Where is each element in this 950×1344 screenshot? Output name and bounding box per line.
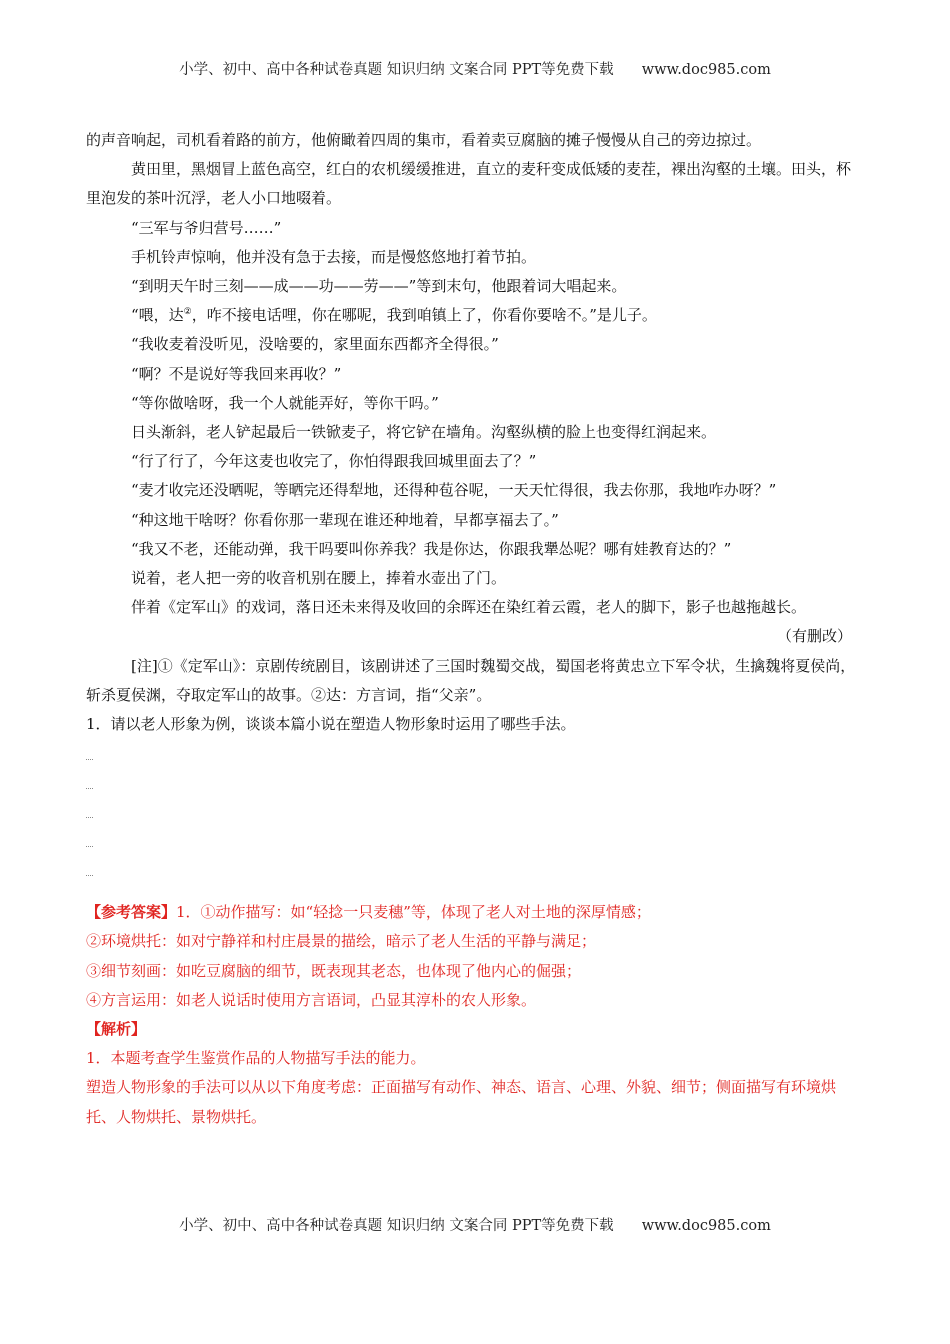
answer-label: 【参考答案】: [86, 903, 177, 922]
answer-blank-line[interactable]: [86, 772, 860, 801]
answer-blank-line[interactable]: [86, 743, 860, 772]
story-paragraph: “等你做啥呀，我一个人就能弄好，等你干吗。”: [131, 393, 439, 412]
answer-blank-line[interactable]: [86, 801, 860, 830]
answer-item: ④方言运用：如老人说话时使用方言语词，凸显其淳朴的农人形象。: [86, 990, 537, 1009]
page-footer: [0, 1214, 950, 1235]
analysis-text: 塑造人物形象的手法可以从以下角度考虑：正面描写有动作、神态、语言、心理、外貌、细节；侧面描写有环境烘托、人物烘托、景物烘托。: [86, 1078, 837, 1126]
story-paragraph: 的声音响起，司机看着路的前方，他俯瞰着四周的集市，看着卖豆腐脑的摊子慢慢从自己的旁边掠过。: [86, 131, 762, 149]
footer-text: 小学、初中、高中各种试卷真题 知识归纳 文案合同 PPT等免费下载: [179, 1218, 614, 1234]
header-site[interactable]: www.doc985.com: [641, 62, 771, 78]
story-paragraph: 日头渐斜，老人铲起最后一铁锨麦子，将它铲在墙角。沟壑纵横的脸上也变得红润起来。: [131, 423, 717, 442]
story-paragraph: “我又不老，还能动弹，我干吗要叫你养我？我是你达，你跟我犟怂呢？哪有娃教育达的？”: [131, 539, 732, 558]
footer-site[interactable]: www.doc985.com: [641, 1218, 771, 1234]
source-note: （有删改）: [776, 627, 852, 646]
story-paragraph: “到明天午时三刻——成——功——劳——”等到末句，他跟着词大唱起来。: [131, 277, 627, 296]
answer-blank-line[interactable]: [86, 859, 860, 888]
story-paragraph: “我收麦着没听见，没啥要的，家里面东西都齐全得很。”: [131, 335, 499, 354]
footnote-marker: ②: [183, 307, 192, 318]
answer-item: ③细节刻画：如吃豆腐脑的细节，既表现其老态，也体现了他内心的倔强；: [86, 961, 582, 980]
answer-item: ②环境烘托：如对宁静祥和村庄晨景的描绘，暗示了老人生活的平静与满足；: [86, 932, 597, 951]
answer-item: 1．①动作描写：如“轻捻一只麦穗”等，体现了老人对土地的深厚情感；: [176, 903, 651, 922]
story-paragraph: “种这地干啥呀？你看你那一辈现在谁还种地着，早都享福去了。”: [131, 510, 559, 529]
story-paragraph: “麦才收完还没晒呢，等晒完还得犁地，还得种苞谷呢，一天天忙得很，我去你那，我地咋办呀？”: [131, 481, 777, 500]
story-paragraph: “行了行了，今年这麦也收完了，你怕得跟我回城里面去了？”: [131, 452, 537, 471]
story-paragraph: [86, 301, 860, 330]
story-paragraph: 说着，老人把一旁的收音机别在腰上，捧着水壶出了门。: [131, 569, 507, 588]
analysis-text: 1．本题考查学生鉴赏作品的人物描写手法的能力。: [86, 1049, 426, 1068]
analysis-label: 【解析】: [86, 1020, 147, 1039]
question-text: 1．请以老人形象为例，谈谈本篇小说在塑造人物形象时运用了哪些手法。: [86, 715, 576, 734]
answer-line: [86, 898, 860, 927]
answer-blank-line[interactable]: [86, 830, 860, 859]
document-body: [86, 126, 860, 1132]
story-paragraph: “三军与爷归营号……”: [131, 218, 282, 237]
footnote: [注]①《定军山》：京剧传统剧目，该剧讲述了三国时魏蜀交战，蜀国老将黄忠立下军令状，生擒魏将夏侯尚，斩杀夏侯渊，夺取定军山的故事。②达：方言词，指“父亲”。: [86, 656, 856, 704]
story-paragraph: 手机铃声惊响，他并没有急于去接，而是慢悠悠地打着节拍。: [131, 247, 537, 266]
story-paragraph: 伴着《定军山》的戏词，落日还未来得及收回的余晖还在染红着云霞，老人的脚下，影子也越拖越长。: [131, 598, 807, 617]
story-paragraph: 黄田里，黑烟冒上蓝色高空，红白的农机缓缓推进，直立的麦秆变成低矮的麦茬，裸出沟壑的土壤。田头，杯里泡发的茶叶沉浮，老人小口地啜着。: [86, 160, 852, 208]
dialogue-text: ，咋不接电话哩，你在哪呢，我到咱镇上了，你看你要啥不。”是儿子。: [191, 306, 657, 325]
answer-blanks: [86, 743, 860, 888]
story-paragraph: “啊？不是说好等我回来再收？”: [131, 364, 342, 383]
header-text: 小学、初中、高中各种试卷真题 知识归纳 文案合同 PPT等免费下载: [179, 62, 614, 78]
page-header: [0, 58, 950, 79]
dialogue-text: “喂，达: [131, 306, 184, 325]
